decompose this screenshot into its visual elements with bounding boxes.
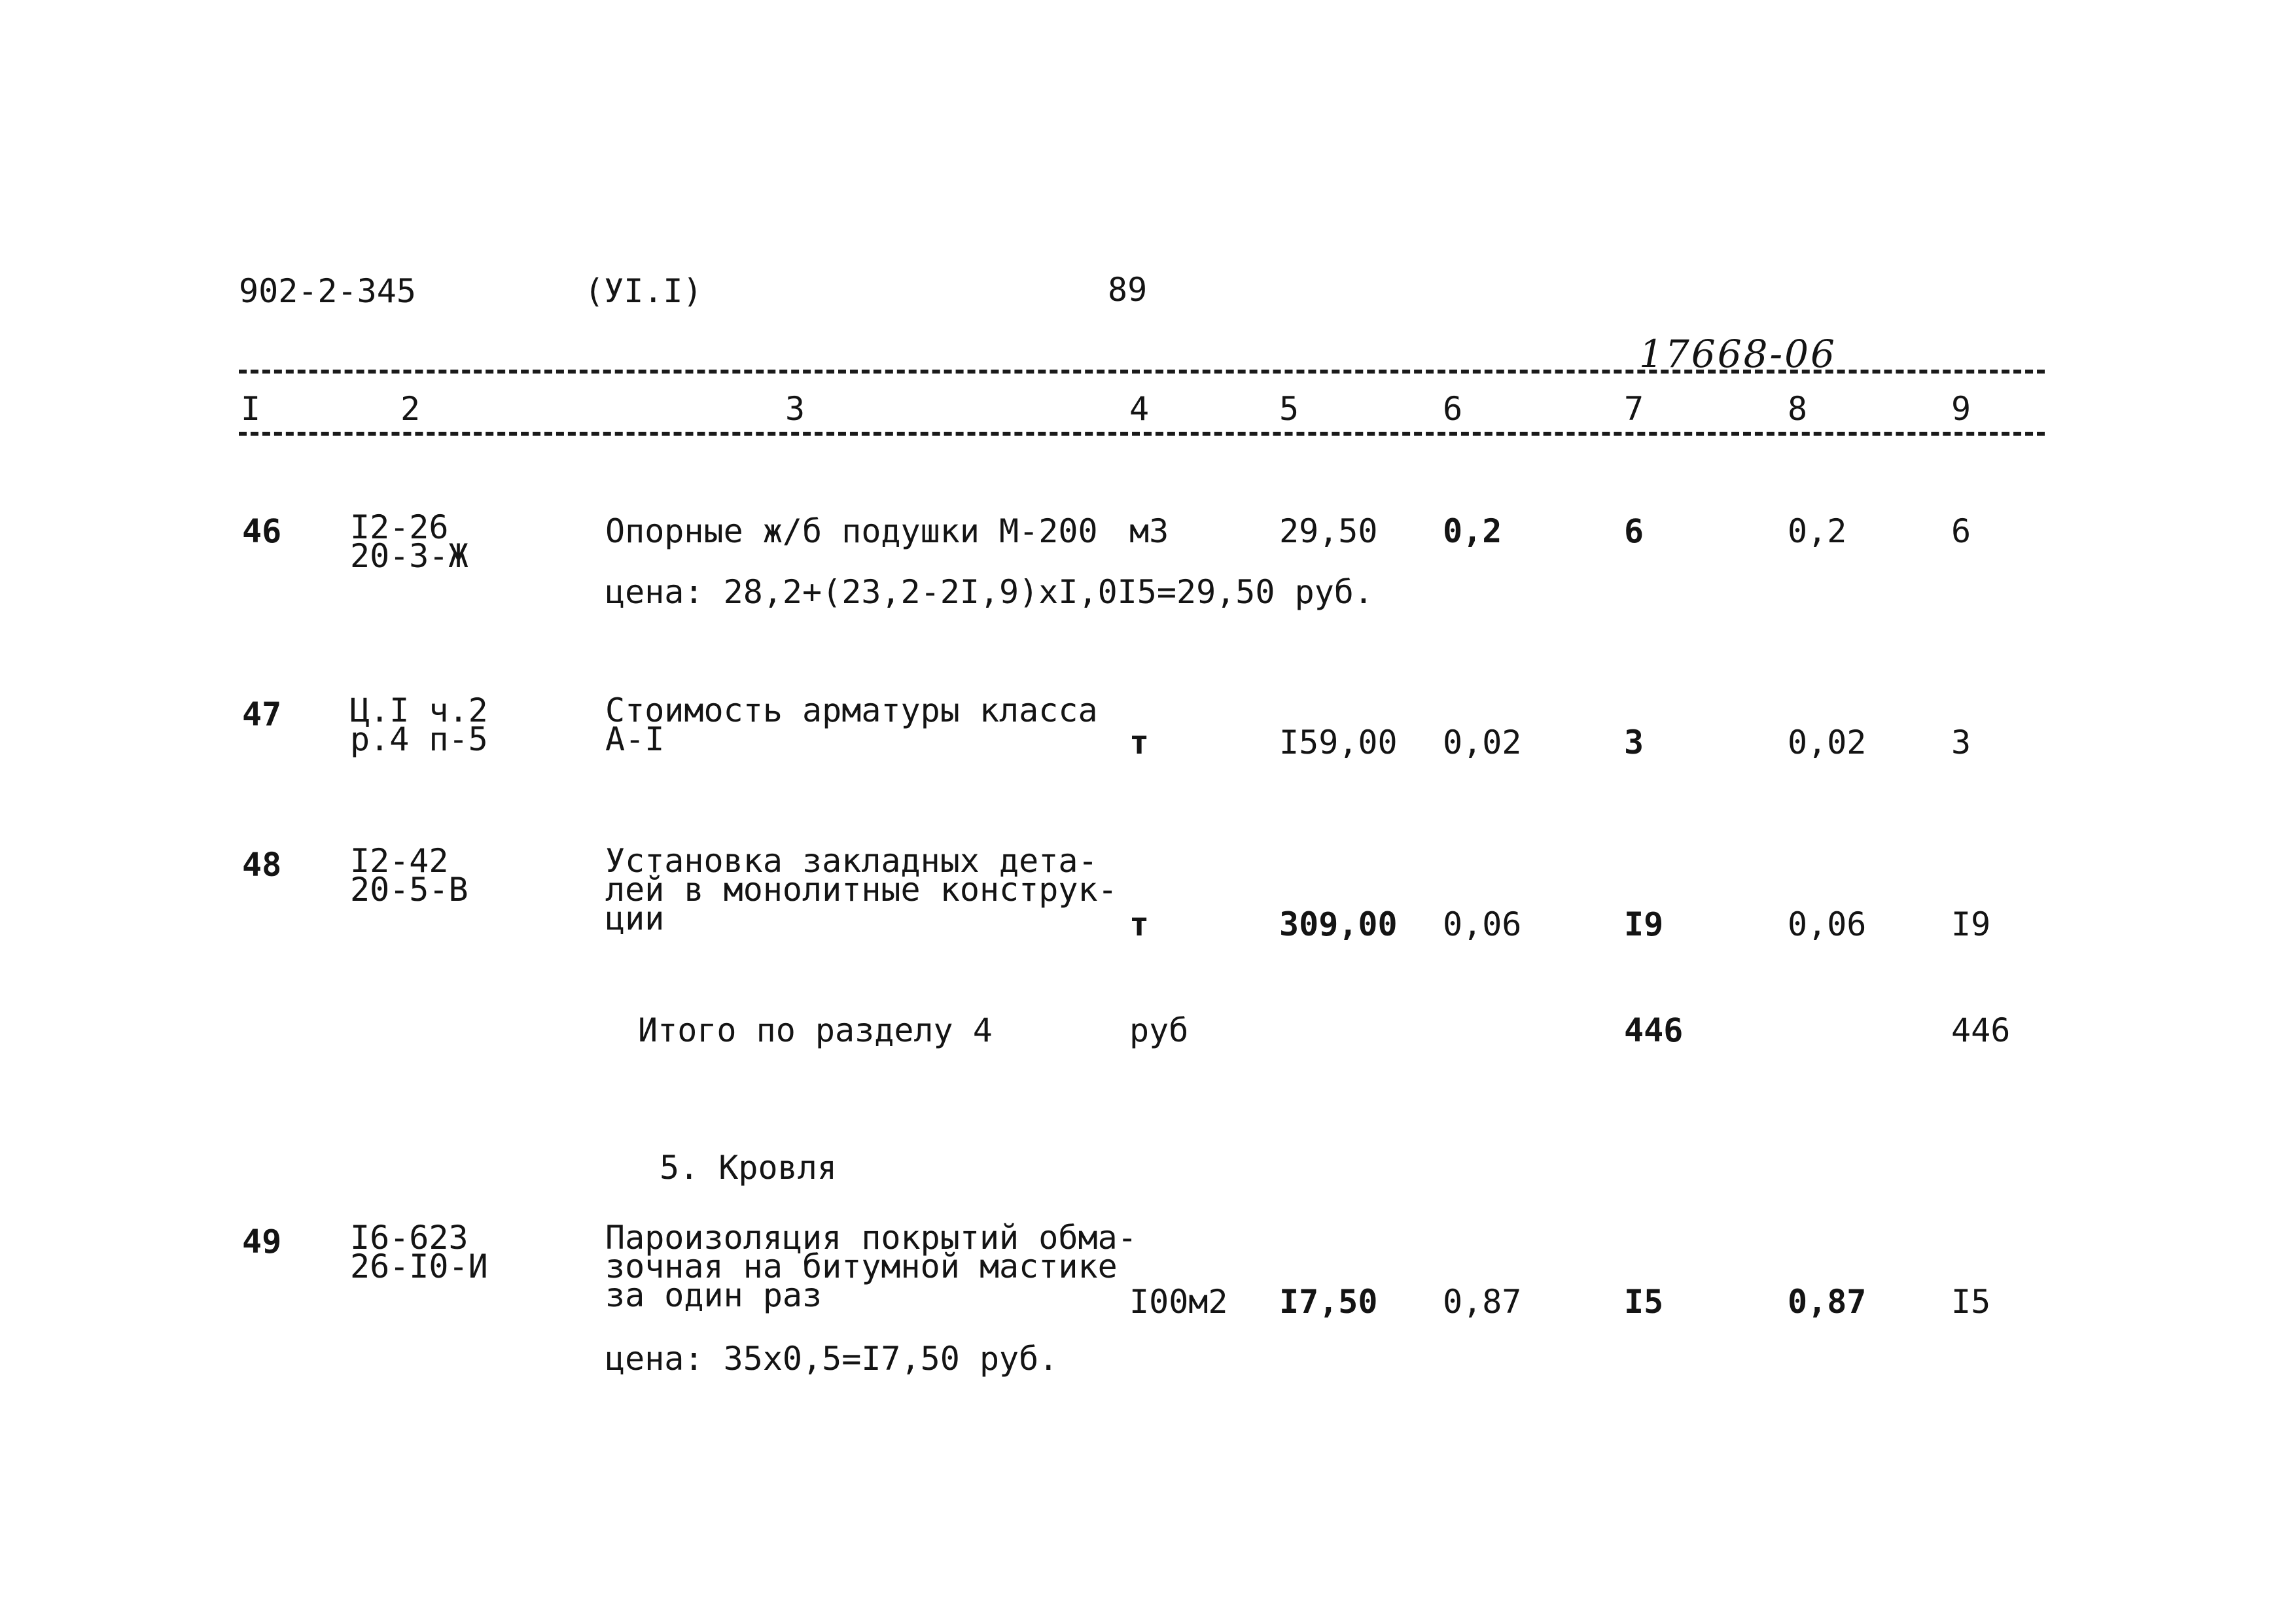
col-header-8: 8	[1788, 390, 1808, 428]
row-quantity-2: 0,2	[1788, 512, 1847, 550]
header-top-rule	[239, 370, 2045, 374]
row-cost-2: I5	[1951, 1283, 1991, 1321]
col-header-6: 6	[1443, 390, 1463, 428]
row-price: I7,50	[1279, 1283, 1378, 1321]
row-quantity: 0,02	[1443, 724, 1522, 761]
row-price: I59,00	[1279, 724, 1398, 761]
header-bottom-rule	[239, 432, 2045, 436]
section-title: 5. Кровля	[660, 1149, 837, 1187]
row-price-note: цена: 28,2+(23,2-2I,9)xI,0I5=29,50 руб.	[605, 573, 1373, 611]
row-number: 47	[242, 695, 282, 733]
row-number: 49	[242, 1223, 282, 1261]
subtotal-label: Итого по разделу 4	[638, 1011, 993, 1049]
row-cost-2: 6	[1951, 512, 1971, 550]
row-quantity-2: 0,87	[1788, 1283, 1867, 1321]
row-quantity: 0,87	[1443, 1283, 1522, 1321]
row-quantity: 0,2	[1443, 512, 1502, 550]
col-header-7: 7	[1624, 390, 1644, 428]
row-description: Стоимость арматуры класса А-I	[605, 691, 1098, 758]
col-header-2: 2	[400, 390, 421, 428]
row-price: 309,00	[1279, 905, 1398, 943]
row-unit: т	[1129, 724, 1150, 761]
handwritten-registration-number: 17668-06	[1639, 332, 1837, 376]
row-price-note: цена: 35x0,5=I7,50 руб.	[605, 1340, 1059, 1378]
row-number: 46	[242, 512, 282, 550]
row-unit: I00м2	[1129, 1283, 1228, 1321]
row-cost: I9	[1624, 905, 1664, 943]
row-cost-2: I9	[1951, 905, 1991, 943]
col-header-1: I	[241, 390, 261, 428]
row-number: 48	[242, 846, 282, 884]
col-header-9: 9	[1951, 390, 1971, 428]
subtotal-cost: 446	[1624, 1011, 1684, 1049]
document-code: 902-2-345	[239, 272, 416, 310]
row-description: Установка закладных дета- лей в монолитные конструк- ции	[605, 842, 1118, 937]
row-cost-2: 3	[1951, 724, 1971, 761]
row-unit: м3	[1129, 512, 1169, 550]
row-reference: Ц.I ч.2 р.4 п-5	[350, 691, 488, 758]
page-number: 89	[1108, 271, 1148, 309]
row-cost: I5	[1624, 1283, 1664, 1321]
row-cost: 3	[1624, 724, 1644, 761]
col-header-5: 5	[1279, 390, 1299, 428]
col-header-4: 4	[1129, 390, 1150, 428]
row-description: Опорные ж/б подушки М-200	[605, 512, 1098, 550]
row-unit: т	[1129, 905, 1150, 943]
row-quantity-2: 0,02	[1788, 724, 1867, 761]
subtotal-unit: руб	[1129, 1011, 1189, 1049]
row-quantity-2: 0,06	[1788, 905, 1867, 943]
section-code: (УI.I)	[584, 272, 703, 310]
row-reference: I2-26 20-3-Ж	[350, 508, 468, 575]
row-description: Пароизоляция покрытий обма- зочная на битумной мастике за один раз	[605, 1219, 1137, 1314]
subtotal-cost-2: 446	[1951, 1011, 2011, 1049]
row-reference: I6-623 26-I0-И	[350, 1219, 488, 1285]
row-quantity: 0,06	[1443, 905, 1522, 943]
row-cost: 6	[1624, 512, 1644, 550]
col-header-3: 3	[785, 390, 805, 428]
row-price: 29,50	[1279, 512, 1378, 550]
row-reference: I2-42 20-5-В	[350, 842, 468, 909]
